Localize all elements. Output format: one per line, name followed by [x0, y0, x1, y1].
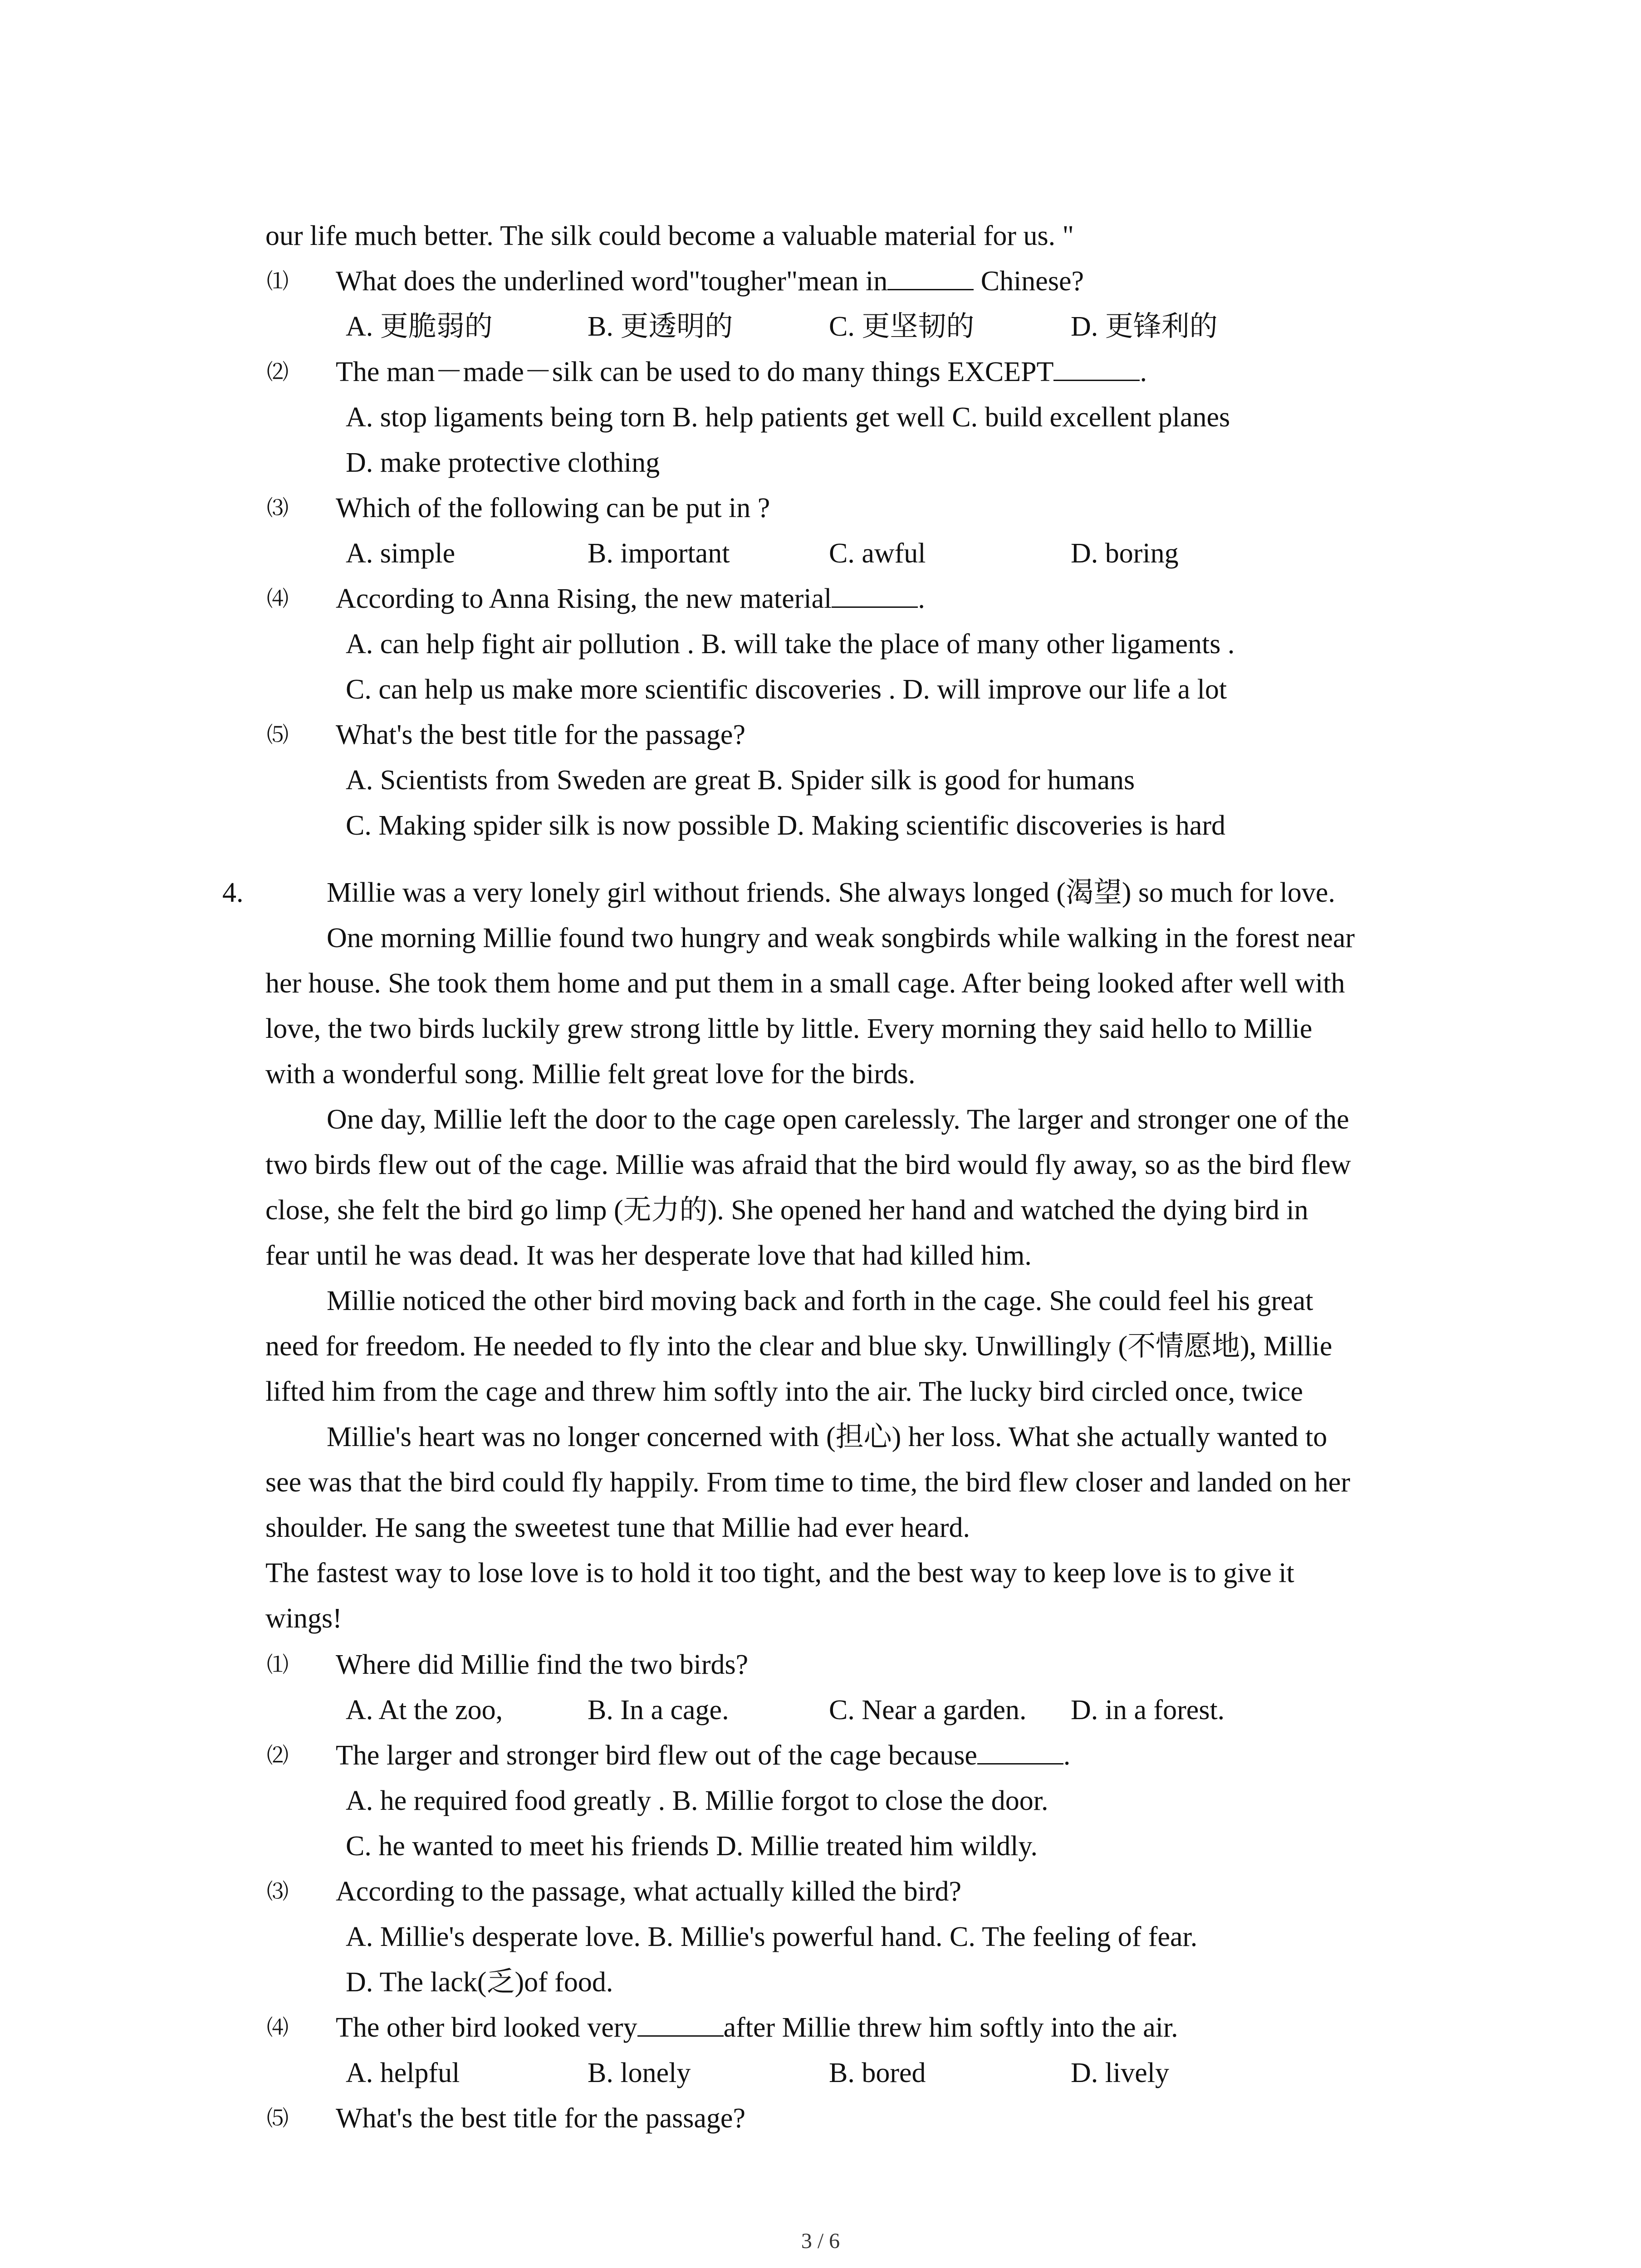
option: D. lively — [1071, 2058, 1169, 2088]
option: B. lonely — [588, 2058, 691, 2088]
passage-line: Millie was a very lonely girl without friends. She always longed (渴望) so much for love. — [327, 877, 1335, 908]
option: C. Near a garden. — [829, 1695, 1027, 1725]
question-text: What's the best title for the passage? — [336, 2103, 745, 2134]
passage-line: The fastest way to lose love is to hold it too tight, and the best way to keep love is to give it — [265, 1558, 1294, 1589]
passage-line: see was that the bird could fly happily. From time to time, the bird flew closer and landed on her — [265, 1467, 1350, 1498]
question-text: According to Anna Rising, the new material . — [336, 576, 925, 622]
question-number: ⑸ — [267, 722, 289, 748]
question-text: The man－made－silk can be used to do many things EXCEPT . — [336, 349, 1147, 395]
option: B. bored — [829, 2058, 926, 2088]
passage-line: close, she felt the bird go limp (无力的). She opened her hand and watched the dying bird in — [265, 1195, 1308, 1226]
option: A. At the zoo, — [346, 1695, 503, 1725]
answer-blank — [1053, 353, 1140, 381]
question-text: Where did Millie find the two birds? — [336, 1649, 749, 1680]
question-number: ⑷ — [267, 2015, 289, 2040]
passage-line: shoulder. He sang the sweetest tune that Millie had ever heard. — [265, 1512, 970, 1543]
option: D. 更锋利的 — [1071, 311, 1218, 342]
answer-blank — [887, 263, 974, 290]
question-text: The other bird looked very after Millie threw him softly into the air. — [336, 2005, 1178, 2051]
option: A. helpful — [346, 2058, 460, 2088]
option: B. important — [588, 538, 730, 569]
passage-line: need for freedom. He needed to fly into the clear and blue sky. Unwillingly (不情愿地), Millie — [265, 1331, 1332, 1362]
answer-blank — [832, 580, 918, 608]
option: A. simple — [346, 538, 456, 569]
passage-line: lifted him from the cage and threw him softly into the air. The lucky bird circled once, twice — [265, 1376, 1303, 1407]
question-number: ⑷ — [267, 586, 289, 611]
option: B. In a cage. — [588, 1695, 729, 1725]
options-line: C. he wanted to meet his friends D. Millie treated him wildly. — [346, 1831, 1038, 1862]
passage-line: her house. She took them home and put them in a small cage. After being looked after well with — [265, 968, 1345, 999]
options-line: A. he required food greatly . B. Millie forgot to close the door. — [346, 1785, 1048, 1816]
question-number: ⑵ — [267, 359, 289, 385]
passage-line: wings! — [265, 1603, 342, 1634]
options-line: A. Millie's desperate love. B. Millie's powerful hand. C. The feeling of fear. — [346, 1921, 1198, 1952]
options-line: C. can help us make more scientific discoveries . D. will improve our life a lot — [346, 674, 1227, 705]
passage-line: with a wonderful song. Millie felt great love for the birds. — [265, 1059, 916, 1090]
question-text: What's the best title for the passage? — [336, 719, 745, 750]
passage-line: fear until he was dead. It was her desperate love that had killed him. — [265, 1240, 1032, 1271]
option: D. boring — [1071, 538, 1179, 569]
options-line: D. make protective clothing — [346, 447, 660, 478]
answer-blank — [977, 1737, 1063, 1765]
option: A. 更脆弱的 — [346, 311, 493, 342]
passage-continuation: our life much better. The silk could become a valuable material for us. " — [265, 220, 1074, 251]
option: C. 更坚韧的 — [829, 311, 975, 342]
question-text: According to the passage, what actually killed the bird? — [336, 1876, 962, 1907]
item-number: 4. — [222, 877, 244, 908]
question-text: The larger and stronger bird flew out of the cage because . — [336, 1733, 1070, 1779]
question-number: ⑶ — [267, 1879, 289, 1904]
passage-line: love, the two birds luckily grew strong little by little. Every morning they said hello to Millie — [265, 1013, 1313, 1044]
option: C. awful — [829, 538, 926, 569]
question-text: Which of the following can be put in ? — [336, 493, 770, 523]
passage-line: One day, Millie left the door to the cage open carelessly. The larger and stronger one of the — [327, 1104, 1349, 1135]
options-line: D. The lack(乏)of food. — [346, 1967, 613, 1998]
options-line: A. Scientists from Sweden are great B. Spider silk is good for humans — [346, 765, 1135, 796]
question-number: ⑴ — [267, 269, 289, 294]
question-number: ⑴ — [267, 1652, 289, 1677]
option: B. 更透明的 — [588, 311, 733, 342]
passage-line: One morning Millie found two hungry and weak songbirds while walking in the forest near — [327, 923, 1355, 953]
question-text: What does the underlined word"tougher"mean in Chinese? — [336, 259, 1084, 304]
question-number: ⑵ — [267, 1743, 289, 1768]
option: D. in a forest. — [1071, 1695, 1225, 1725]
options-line: A. can help fight air pollution . B. will take the place of many other ligaments . — [346, 629, 1235, 660]
passage-line: Millie noticed the other bird moving back and forth in the cage. She could feel his great — [327, 1286, 1313, 1316]
options-line: C. Making spider silk is now possible D. Making scientific discoveries is hard — [346, 810, 1225, 841]
answer-blank — [637, 2009, 724, 2037]
question-number: ⑶ — [267, 495, 289, 521]
question-number: ⑸ — [267, 2106, 289, 2131]
passage-line: Millie's heart was no longer concerned with (担心) her loss. What she actually wanted to — [327, 1422, 1327, 1452]
options-line: A. stop ligaments being torn B. help patients get well C. build excellent planes — [346, 402, 1230, 433]
page-number: 3 / 6 — [801, 2229, 840, 2253]
passage-line: two birds flew out of the cage. Millie was afraid that the bird would fly away, so as the bird flew — [265, 1149, 1351, 1180]
